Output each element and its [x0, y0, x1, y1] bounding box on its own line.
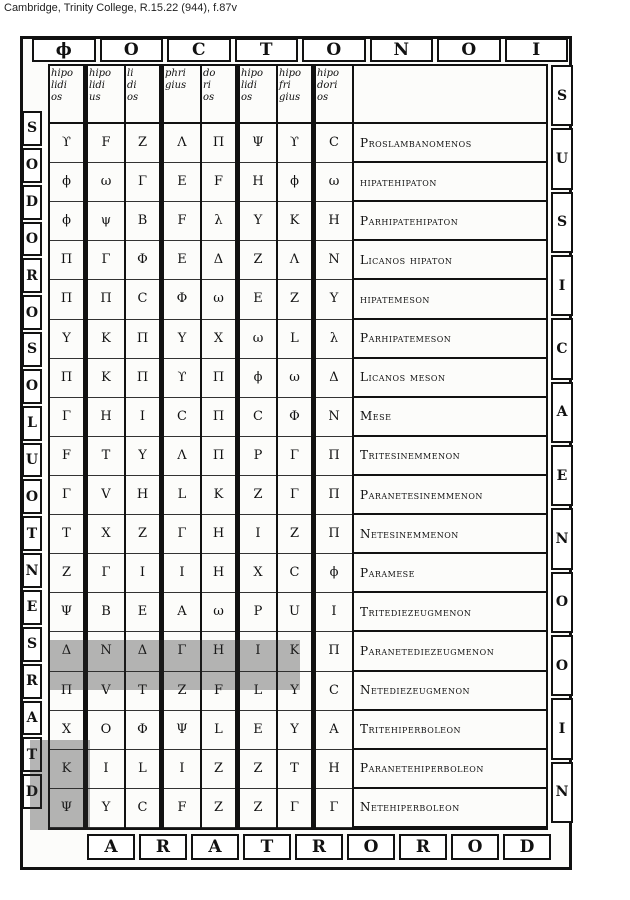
notation-sign: ϒ	[164, 359, 200, 398]
frame-letter: R	[295, 834, 343, 860]
notation-sign: ϒ	[50, 124, 83, 163]
notation-sign: H	[240, 163, 276, 202]
note-name: Paranetehiperboleon	[354, 750, 546, 789]
notation-sign: Z	[278, 280, 311, 319]
note-name: Tritesinemmenon	[354, 437, 546, 476]
notation-sign: F	[50, 437, 83, 476]
frame-letter: N	[370, 38, 434, 62]
frame-letter: S	[551, 65, 573, 126]
notation-sign: Λ	[278, 241, 311, 280]
note-name: Tritediezeugmenon	[354, 593, 546, 632]
frame-letter: U	[551, 128, 573, 189]
note-name: Netediezeugmenon	[354, 672, 546, 711]
frame-letter: O	[22, 222, 42, 257]
notation-sign: E	[126, 593, 159, 632]
notation-sign: Γ	[278, 789, 311, 828]
notation-sign: H	[202, 515, 235, 554]
frame-letter: O	[451, 834, 499, 860]
notation-sign: Φ	[126, 241, 159, 280]
mode-column-header: hipo fri gius	[278, 66, 311, 124]
notation-sign: E	[164, 163, 200, 202]
frame-bottom-letters	[85, 834, 553, 860]
notation-sign: T	[126, 672, 159, 711]
notation-sign: E	[240, 280, 276, 319]
notation-sign: Ψ	[240, 124, 276, 163]
notation-sign: Γ	[50, 398, 83, 437]
notation-sign: T	[278, 750, 311, 789]
frame-right-letters	[551, 64, 573, 824]
frame-letter: S	[22, 111, 42, 146]
notation-sign: λ	[202, 202, 235, 241]
notation-sign: Z	[164, 672, 200, 711]
note-name: Tritehiperboleon	[354, 711, 546, 750]
frame-top-letters	[30, 38, 570, 62]
stain-decoration	[50, 640, 300, 690]
mode-column	[202, 66, 240, 828]
notation-sign: L	[278, 320, 311, 359]
frame-letter: A	[191, 834, 239, 860]
notation-sign: A	[316, 711, 352, 750]
notation-sign: λ	[316, 320, 352, 359]
notation-sign: ψ	[88, 202, 124, 241]
notation-sign: B	[126, 202, 159, 241]
notation-sign: Γ	[278, 437, 311, 476]
frame-letter: I	[551, 698, 573, 759]
notation-sign: Λ	[164, 437, 200, 476]
note-name: Paranetediezeugmenon	[354, 632, 546, 671]
notation-sign: C	[316, 124, 352, 163]
note-name: Licanos meson	[354, 359, 546, 398]
frame-letter: R	[399, 834, 447, 860]
notation-sign: V	[88, 476, 124, 515]
frame-letter: O	[302, 38, 366, 62]
notation-sign: Γ	[126, 163, 159, 202]
notation-sign: N	[316, 241, 352, 280]
frame-letter: R	[22, 258, 42, 293]
frame-letter: A	[551, 382, 573, 443]
notation-sign: T	[50, 515, 83, 554]
stain-decoration	[30, 740, 90, 830]
frame-letter: I	[505, 38, 569, 62]
notation-sign: ω	[202, 280, 235, 319]
notation-sign: H	[126, 476, 159, 515]
frame-letter: T	[235, 38, 299, 62]
notation-sign: Π	[316, 437, 352, 476]
manuscript-caption: Cambridge, Trinity College, R.15.22 (944), f.87v	[4, 2, 237, 14]
frame-left-letters	[22, 110, 42, 810]
notation-sign: X	[88, 515, 124, 554]
frame-letter: D	[22, 185, 42, 220]
notation-sign: F	[164, 202, 200, 241]
notation-sign: Y	[126, 437, 159, 476]
notation-sign: Z	[240, 789, 276, 828]
frame-letter: E	[22, 590, 42, 625]
notation-sign: Φ	[164, 280, 200, 319]
note-name: hipatehipaton	[354, 163, 546, 202]
notation-sign: F	[164, 789, 200, 828]
frame-letter: T	[22, 516, 42, 551]
frame-letter: N	[551, 508, 573, 569]
notation-sign: A	[164, 593, 200, 632]
note-name: Parhipatemeson	[354, 320, 546, 359]
notation-sign: Π	[50, 280, 83, 319]
frame-letter: N	[551, 762, 573, 823]
mode-column	[316, 66, 354, 828]
frame-letter: L	[22, 406, 42, 441]
notation-sign: Ψ	[164, 711, 200, 750]
mode-column	[88, 66, 126, 828]
frame-letter: C	[551, 318, 573, 379]
notation-sign: L	[126, 750, 159, 789]
notation-sign: F	[202, 163, 235, 202]
notation-table	[48, 64, 548, 830]
frame-letter: I	[551, 255, 573, 316]
notation-sign: H	[88, 398, 124, 437]
frame-letter: O	[551, 635, 573, 696]
notation-sign: Π	[88, 280, 124, 319]
notation-sign: Λ	[164, 124, 200, 163]
mode-column	[278, 66, 316, 828]
mode-column-header: hipo lidi us	[88, 66, 124, 124]
notation-sign: Π	[202, 437, 235, 476]
notation-sign: E	[164, 241, 200, 280]
frame-letter: O	[100, 38, 164, 62]
notation-sign: N	[316, 398, 352, 437]
notation-sign: I	[316, 593, 352, 632]
notation-sign: Y	[50, 320, 83, 359]
mode-column-header: phri gius	[164, 66, 200, 124]
notation-sign: Π	[316, 515, 352, 554]
notation-sign: Δ	[316, 359, 352, 398]
notation-sign: K	[88, 320, 124, 359]
notation-sign: F	[202, 672, 235, 711]
notation-sign: Z	[50, 554, 83, 593]
frame-letter: O	[22, 479, 42, 514]
note-name: Mese	[354, 398, 546, 437]
notation-sign: Δ	[202, 241, 235, 280]
frame-letter: N	[22, 553, 42, 588]
notation-sign: ω	[278, 359, 311, 398]
notation-sign: T	[88, 437, 124, 476]
notation-sign: Φ	[278, 398, 311, 437]
notation-sign: Υ	[240, 202, 276, 241]
notation-sign: ω	[240, 320, 276, 359]
mode-column-header: hipo lidi os	[50, 66, 83, 124]
notation-sign: L	[202, 711, 235, 750]
notation-sign: Z	[202, 789, 235, 828]
notation-sign: Ψ	[50, 789, 83, 828]
frame-letter: A	[22, 701, 42, 736]
notation-sign: ω	[202, 593, 235, 632]
frame-letter: O	[551, 572, 573, 633]
notation-sign: H	[316, 202, 352, 241]
frame-letter: E	[551, 445, 573, 506]
notation-sign: C	[278, 554, 311, 593]
notation-sign: Υ	[278, 711, 311, 750]
note-name: Proslambanomenos	[354, 124, 546, 163]
notation-sign: O	[88, 711, 124, 750]
notation-sign: B	[88, 593, 124, 632]
frame-letter: O	[347, 834, 395, 860]
notation-sign: Π	[316, 632, 352, 671]
notation-sign: Z	[202, 750, 235, 789]
notation-sign: U	[278, 593, 311, 632]
notation-sign: K	[88, 359, 124, 398]
notation-sign: Γ	[50, 476, 83, 515]
notation-sign: I	[126, 554, 159, 593]
notation-sign: Y	[88, 789, 124, 828]
frame-letter: C	[167, 38, 231, 62]
notation-sign: I	[164, 554, 200, 593]
note-names-header	[354, 66, 546, 124]
mode-column-header: li di os	[126, 66, 159, 124]
notation-sign: Δ	[126, 632, 159, 671]
notation-sign: Γ	[316, 789, 352, 828]
notation-sign: H	[316, 750, 352, 789]
note-name: hipatemeson	[354, 280, 546, 319]
notation-sign: I	[240, 632, 276, 671]
notation-sign: P	[240, 593, 276, 632]
notation-sign: Π	[202, 359, 235, 398]
frame-letter: R	[22, 664, 42, 699]
notation-sign: C	[316, 672, 352, 711]
notation-sign: Γ	[164, 632, 200, 671]
frame-letter: U	[22, 443, 42, 478]
notation-sign: Γ	[88, 241, 124, 280]
notation-sign: K	[50, 750, 83, 789]
frame-letter: ϕ	[32, 38, 96, 62]
notation-sign: I	[164, 750, 200, 789]
notation-sign: Γ	[278, 476, 311, 515]
note-name: Netehiperboleon	[354, 789, 546, 828]
notation-sign: Π	[126, 359, 159, 398]
notation-sign: H	[202, 554, 235, 593]
notation-sign: N	[88, 632, 124, 671]
frame-letter: S	[22, 627, 42, 662]
notation-sign: Π	[50, 241, 83, 280]
notation-sign: ϕ	[278, 163, 311, 202]
notation-sign: K	[278, 632, 311, 671]
notation-sign: K	[202, 476, 235, 515]
notation-sign: I	[126, 398, 159, 437]
note-name: Paramese	[354, 554, 546, 593]
mode-column	[164, 66, 202, 828]
notation-sign: I	[88, 750, 124, 789]
note-name: Paranetesinemmenon	[354, 476, 546, 515]
notation-sign: Π	[50, 359, 83, 398]
notation-sign: ϕ	[50, 202, 83, 241]
notation-sign: K	[278, 202, 311, 241]
notation-sign: C	[240, 398, 276, 437]
notation-sign: Ψ	[50, 593, 83, 632]
frame-letter: D	[22, 774, 42, 809]
notation-sign: X	[240, 554, 276, 593]
notation-sign: Δ	[50, 632, 83, 671]
notation-sign: Γ	[164, 515, 200, 554]
frame-letter: T	[243, 834, 291, 860]
notation-sign: Y	[278, 672, 311, 711]
notation-sign: L	[164, 476, 200, 515]
notation-sign: ϕ	[50, 163, 83, 202]
note-names-column	[354, 66, 546, 828]
notation-sign: ϕ	[316, 554, 352, 593]
notation-sign: Π	[316, 476, 352, 515]
notation-sign: P	[240, 437, 276, 476]
notation-sign: Z	[240, 750, 276, 789]
notation-sign: ω	[316, 163, 352, 202]
frame-letter: A	[87, 834, 135, 860]
notation-sign: ω	[88, 163, 124, 202]
notation-sign: Z	[240, 476, 276, 515]
notation-sign: ϒ	[278, 124, 311, 163]
notation-sign: Π	[50, 672, 83, 711]
frame-letter: O	[22, 369, 42, 404]
mode-column	[50, 66, 88, 828]
frame-letter: S	[551, 192, 573, 253]
notation-sign: H	[202, 632, 235, 671]
notation-sign: Ϲ	[126, 789, 159, 828]
mode-column-header: hipo lidi os	[240, 66, 276, 124]
note-name: Netesinemmenon	[354, 515, 546, 554]
mode-column	[240, 66, 278, 828]
notation-sign: Z	[126, 515, 159, 554]
note-name: Licanos hipaton	[354, 241, 546, 280]
notation-sign: ϕ	[240, 359, 276, 398]
notation-sign: Y	[316, 280, 352, 319]
frame-letter: T	[22, 737, 42, 772]
frame-letter: O	[437, 38, 501, 62]
frame-letter: O	[22, 295, 42, 330]
note-name: Parhipatehipaton	[354, 202, 546, 241]
frame-letter: O	[22, 148, 42, 183]
notation-sign: X	[50, 711, 83, 750]
notation-sign: Y	[164, 320, 200, 359]
notation-sign: Φ	[126, 711, 159, 750]
notation-sign: C	[126, 280, 159, 319]
notation-sign: Z	[240, 241, 276, 280]
notation-sign: Z	[278, 515, 311, 554]
notation-sign: V	[88, 672, 124, 711]
mode-column-header: hipo dori os	[316, 66, 352, 124]
notation-sign: Π	[126, 320, 159, 359]
notation-sign: Π	[202, 398, 235, 437]
notation-sign: X	[202, 320, 235, 359]
notation-sign: L	[240, 672, 276, 711]
frame-letter: R	[139, 834, 187, 860]
notation-sign: Ϲ	[164, 398, 200, 437]
notation-sign: I	[240, 515, 276, 554]
mode-column-header: do ri os	[202, 66, 235, 124]
frame-letter: S	[22, 332, 42, 367]
frame-letter: D	[503, 834, 551, 860]
mode-column	[126, 66, 164, 828]
notation-sign: Γ	[88, 554, 124, 593]
notation-sign: E	[240, 711, 276, 750]
notation-sign: F	[88, 124, 124, 163]
notation-sign: Z	[126, 124, 159, 163]
notation-sign: Π	[202, 124, 235, 163]
